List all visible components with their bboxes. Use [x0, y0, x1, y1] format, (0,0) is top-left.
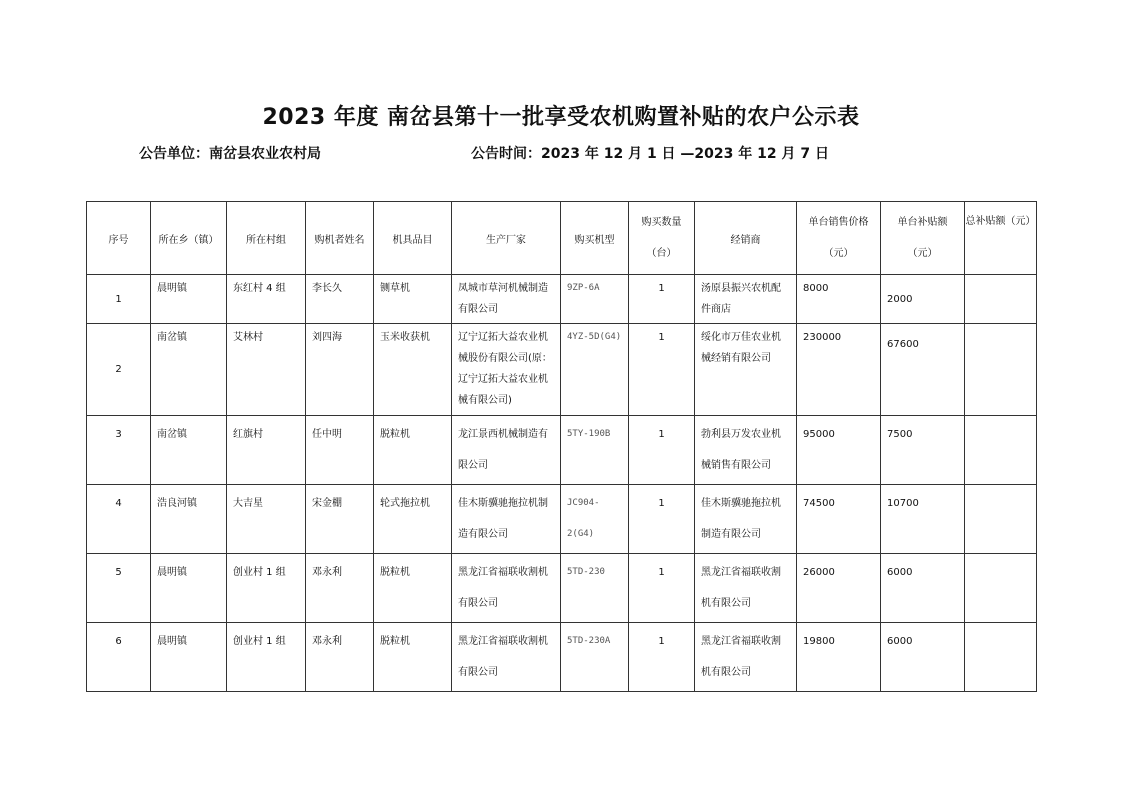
- cell-total: [965, 554, 1037, 623]
- cell-item: 玉米收获机: [374, 324, 452, 416]
- cell-seq: 6: [87, 623, 151, 692]
- page-title: 2023 年度 南岔县第十一批享受农机购置补贴的农户公示表: [262, 105, 860, 130]
- cell-item: 脱粒机: [374, 623, 452, 692]
- cell-item: 铡草机: [374, 275, 452, 324]
- cell-buyer: 邓永利: [306, 554, 374, 623]
- table-row: [87, 485, 1037, 554]
- cell-town: 晨明镇: [151, 554, 227, 623]
- subsidy-table: [86, 201, 1037, 692]
- cell-price: 95000: [797, 416, 881, 485]
- cell-subsidy: 10700: [881, 485, 965, 554]
- cell-village: 红旗村: [227, 416, 306, 485]
- cell-maker: 凤城市草河机械制造有限公司: [452, 275, 561, 324]
- cell-dealer: 佳木斯骥驰拖拉机制造有限公司: [695, 485, 797, 554]
- col-subsidy-line2: （元）: [907, 248, 938, 259]
- cell-buyer: 宋金棚: [306, 485, 374, 554]
- cell-village: 大吉星: [227, 485, 306, 554]
- col-qty: [629, 202, 695, 275]
- cell-qty: 1: [629, 623, 695, 692]
- cell-qty: 1: [629, 554, 695, 623]
- announcement-period: 公告时间：2023 年 12 月 1 日 —2023 年 12 月 7 日: [471, 146, 829, 162]
- cell-item: 脱粒机: [374, 554, 452, 623]
- cell-price: 74500: [797, 485, 881, 554]
- col-model: 购买机型: [561, 202, 629, 275]
- cell-total: [965, 623, 1037, 692]
- cell-total: [965, 485, 1037, 554]
- table-row: [87, 275, 1037, 324]
- col-price-line1: 单台销售价格: [808, 217, 869, 228]
- cell-maker: 佳木斯骥驰拖拉机制造有限公司: [452, 485, 561, 554]
- cell-model: 9ZP-6A: [561, 275, 629, 324]
- cell-village: 艾林村: [227, 324, 306, 416]
- cell-town: 南岔镇: [151, 416, 227, 485]
- cell-maker: 黑龙江省福联收割机有限公司: [452, 554, 561, 623]
- cell-qty: 1: [629, 416, 695, 485]
- cell-model: JC904-2(G4): [561, 485, 629, 554]
- cell-seq: 3: [87, 416, 151, 485]
- cell-subsidy: 7500: [881, 416, 965, 485]
- cell-village: 东红村 4 组: [227, 275, 306, 324]
- cell-model: 5TD-230A: [561, 623, 629, 692]
- col-total: 总补贴额（元）: [965, 202, 1037, 275]
- cell-town: 浩良河镇: [151, 485, 227, 554]
- cell-model: 5TY-190B: [561, 416, 629, 485]
- cell-town: 南岔镇: [151, 324, 227, 416]
- cell-dealer: 汤原县振兴农机配件商店: [695, 275, 797, 324]
- cell-item: 轮式拖拉机: [374, 485, 452, 554]
- table-row: [87, 554, 1037, 623]
- col-seq: 序号: [87, 202, 151, 275]
- cell-subsidy: 6000: [881, 623, 965, 692]
- cell-qty: 1: [629, 324, 695, 416]
- cell-buyer: 邓永利: [306, 623, 374, 692]
- cell-qty: 1: [629, 485, 695, 554]
- cell-seq: 4: [87, 485, 151, 554]
- announcer: 公告单位：南岔县农业农村局: [139, 146, 321, 162]
- cell-seq: 5: [87, 554, 151, 623]
- col-subsidy-line1: 单台补贴额: [897, 217, 948, 228]
- cell-buyer: 刘四海: [306, 324, 374, 416]
- cell-total: [965, 324, 1037, 416]
- cell-town: 晨明镇: [151, 275, 227, 324]
- table-header-row: [87, 202, 1037, 275]
- cell-price: 19800: [797, 623, 881, 692]
- cell-village: 创业村 1 组: [227, 554, 306, 623]
- cell-seq: 1: [87, 275, 151, 324]
- col-price-line2: （元）: [823, 248, 854, 259]
- col-village: 所在村组: [227, 202, 306, 275]
- cell-buyer: 任中明: [306, 416, 374, 485]
- cell-model: 4YZ-5D(G4): [561, 324, 629, 416]
- col-dealer: 经销商: [695, 202, 797, 275]
- cell-total: [965, 275, 1037, 324]
- col-item: 机具品目: [374, 202, 452, 275]
- col-qty-line2: （台）: [646, 248, 677, 259]
- cell-town: 晨明镇: [151, 623, 227, 692]
- cell-maker: 辽宁辽拓大益农业机械股份有限公司(原：辽宁辽拓大益农业机械有限公司): [452, 324, 561, 416]
- table-row: [87, 416, 1037, 485]
- cell-price: 8000: [797, 275, 881, 324]
- cell-price: 26000: [797, 554, 881, 623]
- cell-qty: 1: [629, 275, 695, 324]
- col-buyer: 购机者姓名: [306, 202, 374, 275]
- col-town: 所在乡（镇）: [151, 202, 227, 275]
- col-maker: 生产厂家: [452, 202, 561, 275]
- cell-item: 脱粒机: [374, 416, 452, 485]
- cell-subsidy: 6000: [881, 554, 965, 623]
- cell-seq: 2: [87, 324, 151, 416]
- cell-maker: 黑龙江省福联收割机有限公司: [452, 623, 561, 692]
- table-row: [87, 623, 1037, 692]
- col-qty-line1: 购买数量: [641, 217, 682, 228]
- cell-subsidy: 2000: [881, 275, 965, 324]
- cell-price: 230000: [797, 324, 881, 416]
- cell-dealer: 黑龙江省福联收割机有限公司: [695, 623, 797, 692]
- cell-dealer: 勃利县万发农业机械销售有限公司: [695, 416, 797, 485]
- cell-buyer: 李长久: [306, 275, 374, 324]
- cell-subsidy: 67600: [881, 324, 965, 416]
- cell-maker: 龙江景西机械制造有限公司: [452, 416, 561, 485]
- table-row: [87, 324, 1037, 416]
- cell-dealer: 绥化市万佳农业机械经销有限公司: [695, 324, 797, 416]
- cell-village: 创业村 1 组: [227, 623, 306, 692]
- cell-dealer: 黑龙江省福联收割机有限公司: [695, 554, 797, 623]
- cell-model: 5TD-230: [561, 554, 629, 623]
- col-price: [797, 202, 881, 275]
- cell-total: [965, 416, 1037, 485]
- col-subsidy: [881, 202, 965, 275]
